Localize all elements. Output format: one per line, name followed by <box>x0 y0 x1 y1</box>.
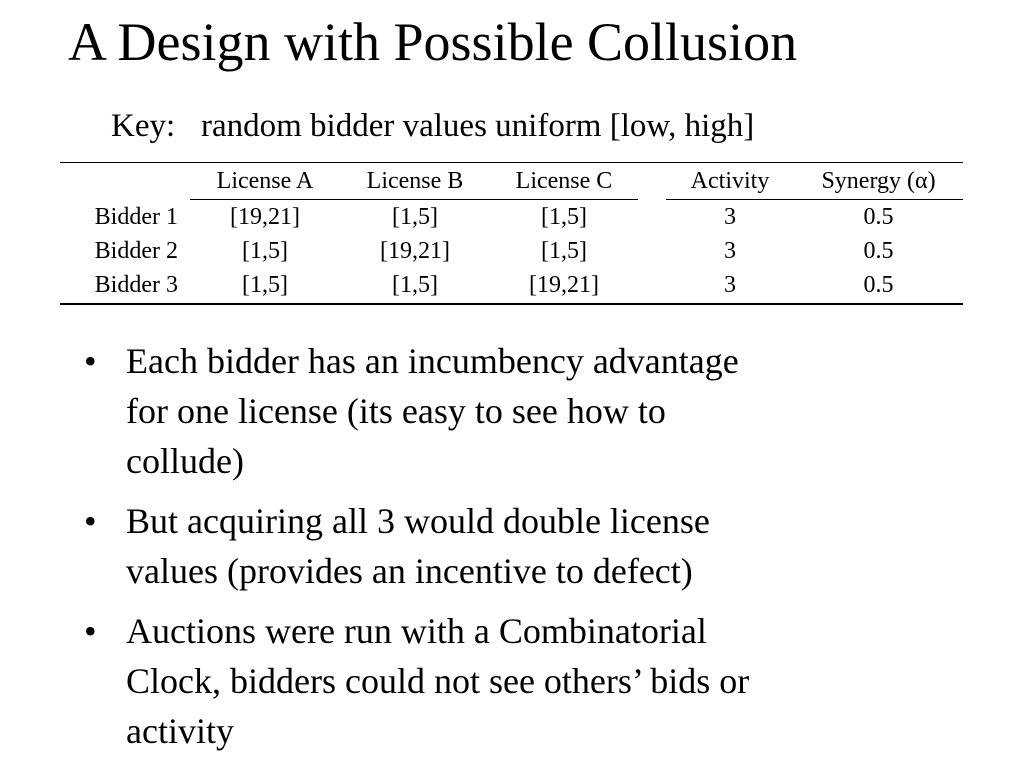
table-cell: [1,5] <box>242 238 288 264</box>
bullet-item <box>84 336 944 486</box>
bullet-marker: • <box>84 501 97 541</box>
bullet-text <box>126 606 926 756</box>
row-label-bidder-3: Bidder 3 <box>94 272 178 298</box>
table-cell: [1,5] <box>392 272 438 298</box>
activity-group-rule <box>666 199 963 200</box>
col-header-license-b: License B <box>366 168 464 194</box>
bullet-line: for one license (its easy to see how to <box>126 391 666 431</box>
bullet-line: collude) <box>126 441 244 481</box>
col-header-activity: Activity <box>690 168 770 194</box>
row-label-bidder-2: Bidder 2 <box>94 238 178 264</box>
bullet-marker: • <box>84 341 97 381</box>
table-cell: [1,5] <box>242 272 288 298</box>
bullet-line: activity <box>126 711 234 751</box>
table-cell: 0.5 <box>863 204 894 230</box>
table-cell: [1,5] <box>541 204 587 230</box>
table-cell: 0.5 <box>863 272 894 298</box>
table-cell: 3 <box>724 204 736 230</box>
table-cell: 3 <box>724 238 736 264</box>
bullet-text <box>126 336 926 486</box>
bullet-line: values (provides an incentive to defect) <box>126 551 693 591</box>
table-cell: [19,21] <box>529 272 599 298</box>
col-header-license-a: License A <box>216 168 314 194</box>
table-cell: 0.5 <box>863 238 894 264</box>
bullet-item <box>84 496 944 596</box>
key-line <box>111 106 754 146</box>
license-group-rule <box>190 199 638 200</box>
bullet-item <box>84 606 944 756</box>
bullet-line: Auctions were run with a Combinatorial <box>126 611 707 651</box>
col-header-synergy: Synergy (α) <box>821 168 936 194</box>
table-cell: 3 <box>724 272 736 298</box>
slide-title: A Design with Possible Collusion <box>68 12 798 72</box>
table-bottom-rule <box>60 303 963 305</box>
table-cell: [19,21] <box>230 204 300 230</box>
bullet-line: Each bidder has an incumbency advantage <box>126 341 739 381</box>
table-cell: [19,21] <box>380 238 450 264</box>
table-top-rule <box>60 162 963 163</box>
bullet-line: Clock, bidders could not see others’ bids or <box>126 661 750 701</box>
bullet-line: But acquiring all 3 would double license <box>126 501 710 541</box>
table-cell: [1,5] <box>392 204 438 230</box>
col-header-license-c: License C <box>515 168 613 194</box>
key-text: random bidder values uniform [low, high] <box>201 108 755 144</box>
bullet-marker: • <box>84 611 97 651</box>
bullet-text <box>126 496 926 596</box>
table-cell: [1,5] <box>541 238 587 264</box>
key-label: Key: <box>111 108 176 144</box>
row-label-bidder-1: Bidder 1 <box>94 204 178 230</box>
bidder-values-table <box>60 162 963 304</box>
